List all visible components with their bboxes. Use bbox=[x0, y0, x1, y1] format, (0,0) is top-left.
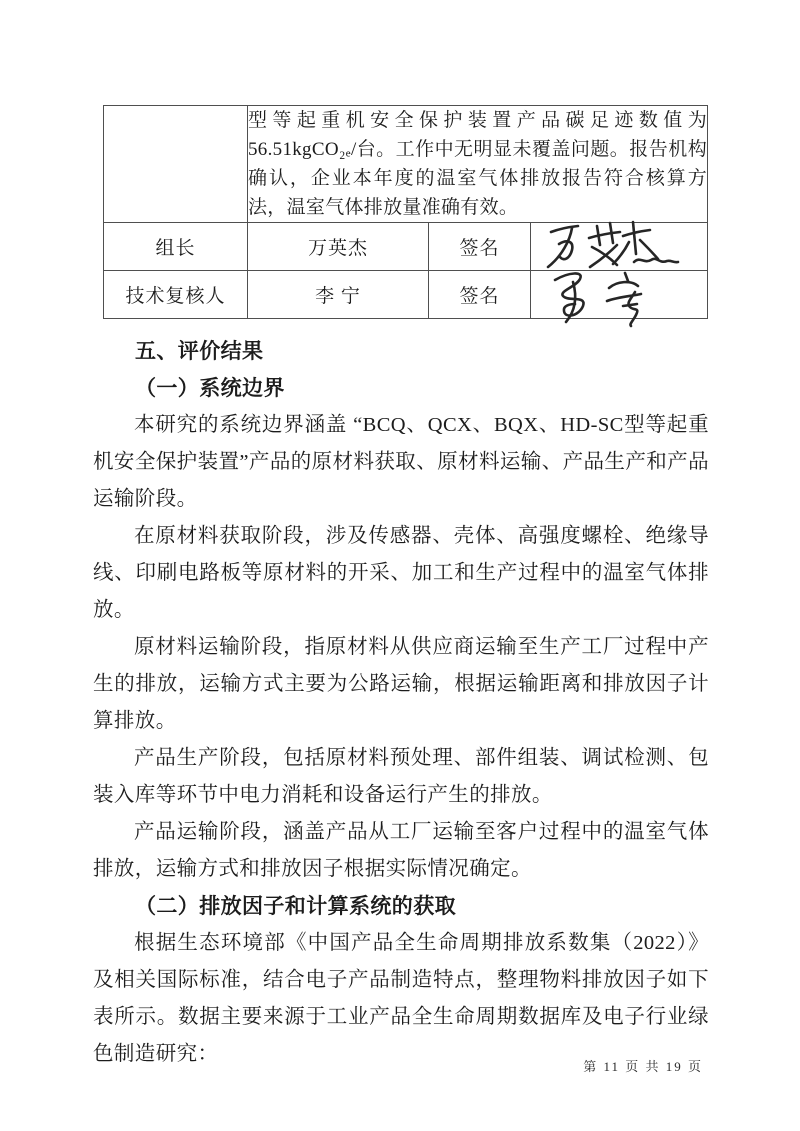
paragraph-production-stage: 产品生产阶段，包括原材料预处理、部件组装、调试检测、包装入库等环节中电力消耗和设备运行产生的排放。 bbox=[93, 747, 709, 806]
conclusion-empty-cell bbox=[104, 106, 248, 223]
name-cell-technical-reviewer: 李 宁 bbox=[248, 271, 429, 319]
signature-cell-2 bbox=[531, 271, 708, 319]
table-row-technical-reviewer bbox=[104, 271, 708, 319]
sign-label-cell-1: 签名 bbox=[429, 223, 531, 271]
paragraph-system-boundary-scope: 本研究的系统边界涵盖 “BCQ、QCX、BQX、HD-SC型等起重机安全保护装置”产品的原材料获取、原材料运输、产品生产和产品运输阶段。 bbox=[93, 414, 709, 510]
section-heading-evaluation-results: 五、评价结果 bbox=[135, 339, 264, 363]
paragraph-raw-material-acquisition: 在原材料获取阶段，涉及传感器、壳体、高强度螺栓、绝缘导线、印刷电路板等原材料的开采、加工和生产过程中的温室气体排放。 bbox=[93, 525, 709, 621]
li-ning-signature bbox=[531, 271, 707, 318]
page-number-footer: 第 11 页 共 19 页 bbox=[583, 1059, 703, 1074]
report-body bbox=[93, 333, 709, 1073]
paragraph-raw-material-transport: 原材料运输阶段，指原材料从供应商运输至生产工厂过程中产生的排放，运输方式主要为公路运输，根据运输距离和排放因子计算排放。 bbox=[93, 636, 709, 732]
subsection-heading-emission-factors: （二）排放因子和计算系统的获取 bbox=[135, 894, 456, 918]
sign-label-cell-2: 签名 bbox=[429, 271, 531, 319]
review-conclusion-table bbox=[103, 105, 708, 319]
paragraph-product-transport: 产品运输阶段，涵盖产品从工厂运输至客户过程中的温室气体排放，运输方式和排放因子根据实际情况确定。 bbox=[93, 821, 709, 880]
subsection-heading-system-boundary: （一）系统边界 bbox=[135, 376, 285, 400]
name-cell-group-leader: 万英杰 bbox=[248, 223, 429, 271]
wan-yingjie-signature bbox=[531, 223, 707, 270]
role-cell-group-leader: 组长 bbox=[104, 223, 248, 271]
conclusion-summary-cell: 型等起重机安全保护装置产品碳足迹数值为 56.51kgCO₂ₑ/台。工作中无明显未覆盖问题。报告机构确认，企业本年度的温室气体排放报告符合核算方法，温室气体排放量准确有效。 bbox=[248, 106, 708, 223]
paragraph-emission-factor-sources: 根据生态环境部《中国产品全生命周期排放系数集（2022）》及相关国际标准，结合电子产品制造特点，整理物料排放因子如下表所示。数据主要来源于工业产品全生命周期数据库及电子行业绿色制造研究： bbox=[93, 932, 709, 1065]
table-row-conclusion bbox=[104, 106, 708, 223]
role-cell-technical-reviewer: 技术复核人 bbox=[104, 271, 248, 319]
